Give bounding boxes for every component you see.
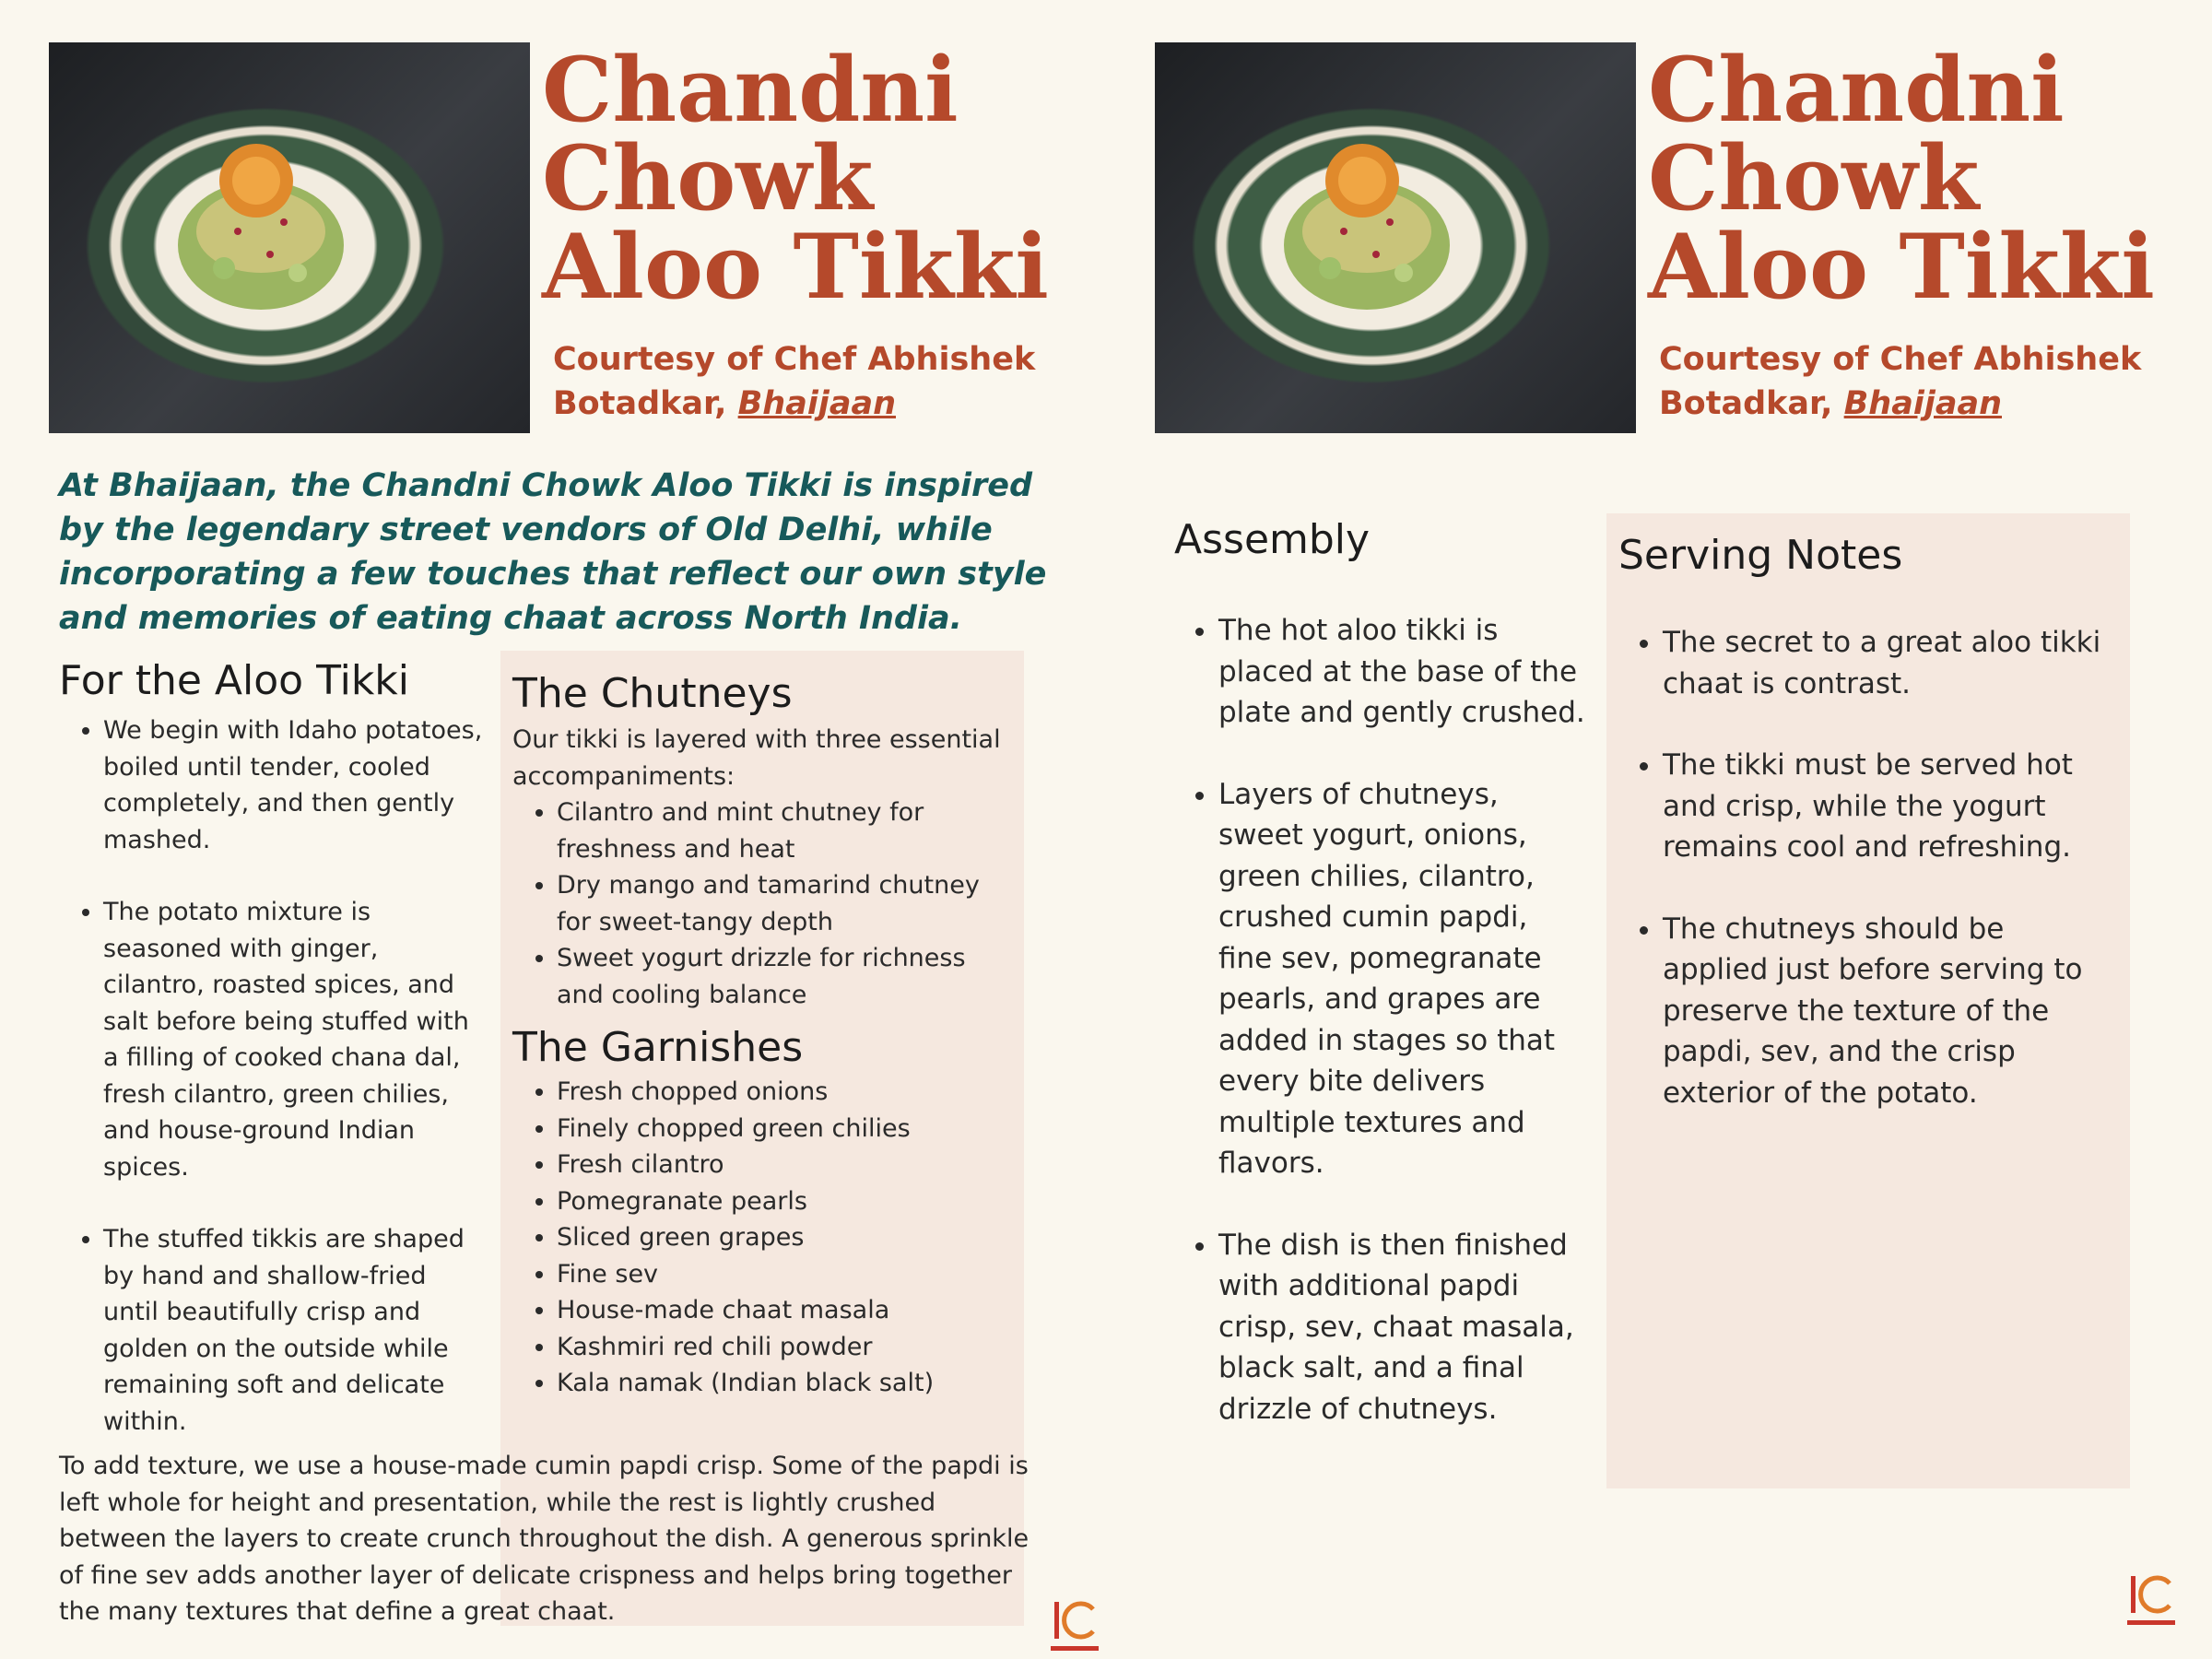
list-item: • Finely chopped green chilies (557, 1111, 1015, 1147)
list-item: • The hot aloo tikki is placed at the base of the plate and gently crushed. (1218, 610, 1589, 734)
list-item: • Cilantro and mint chutney for freshness and heat (557, 794, 1015, 867)
section-heading: Assembly (1174, 516, 1371, 563)
courtesy-credit (1659, 337, 2157, 426)
assembly-section (1174, 514, 1589, 1470)
dish-illustration (49, 42, 530, 433)
list-item: • The tikki must be served hot and crisp, while the yogurt remains cool and refreshing. (1663, 745, 2116, 868)
title-line: Chandni (1648, 38, 2065, 142)
list-item: • Sweet yogurt drizzle for richness and cooling balance (557, 940, 1015, 1013)
chutneys-list (512, 794, 1015, 1013)
section-heading: Serving Notes (1618, 532, 1903, 579)
serving-notes-section (1618, 530, 2116, 1154)
list-item: • Fresh chopped onions (557, 1074, 1015, 1111)
section-heading: For the Aloo Tikki (59, 657, 410, 704)
list-item: • Dry mango and tamarind chutney for sweet-tangy depth (557, 867, 1015, 940)
title-line: Chandni (542, 38, 959, 142)
list-item: • The chutneys should be applied just before serving to preserve the texture of the papdi, sev, and the crisp exterior of the potato. (1663, 909, 2116, 1114)
title-line: Aloo Tikki (542, 215, 1049, 319)
list-item: • The dish is then finished with additional papdi crisp, sev, chaat masala, black salt, and a final drizzle of chutneys. (1218, 1225, 1589, 1430)
restaurant-link[interactable]: Bhaijaan (737, 385, 896, 422)
courtesy-credit (553, 337, 1051, 426)
list-item: • The potato mixture is seasoned with ginger, cilantro, roasted spices, and salt before being stuffed with a filling of cooked chana dal, fresh cilantro, green chilies, and house-ground Indian spices. (103, 894, 483, 1185)
title-line: Chowk (1648, 126, 1980, 230)
courtesy-text: Courtesy of Chef Abhishek Botadkar, (553, 341, 1036, 422)
list-item: • Sliced green grapes (557, 1219, 1015, 1256)
list-item: • The stuffed tikkis are shaped by hand and shallow-fried until beautifully crisp and golden on the outside while remaining soft and delicate within. (103, 1221, 483, 1440)
aloo-tikki-section (59, 655, 483, 1476)
logo-icon (1051, 1598, 1099, 1653)
list-item: • We begin with Idaho potatoes, boiled until tender, cooled completely, and then gently mashed. (103, 712, 483, 858)
dish-photo (49, 42, 530, 433)
texture-paragraph: To add texture, we use a house-made cumin papdi crisp. Some of the papdi is left whole for height and presentation, while the rest is lightly crushed between the layers to create crunch throughout the dish. A generous sprinkle of fine sev adds another layer of delicate crispness and helps bring together the many textures that define a great chaat. (59, 1452, 1030, 1626)
section-heading: The Garnishes (512, 1024, 804, 1071)
list-item: • Pomegranate pearls (557, 1183, 1015, 1220)
list-item: • Kala namak (Indian black salt) (557, 1365, 1015, 1402)
garnishes-list (512, 1074, 1015, 1402)
title-line: Aloo Tikki (1648, 215, 2155, 319)
dish-photo (1155, 42, 1636, 433)
aloo-tikki-list (59, 712, 483, 1440)
logo-icon (2127, 1572, 2175, 1628)
serving-notes-list (1618, 622, 2116, 1113)
list-item: • Kashmiri red chili powder (557, 1329, 1015, 1366)
title-line: Chowk (542, 126, 874, 230)
courtesy-text: Courtesy of Chef Abhishek Botadkar, (1659, 341, 2142, 422)
list-item: • Fresh cilantro (557, 1147, 1015, 1183)
recipe-title (542, 38, 1049, 319)
intro-paragraph: At Bhaijaan, the Chandni Chowk Aloo Tikki is inspired by the legendary street vendors of Old Delhi, while incorporating a few touches that reflect our own style and memories of eating chaat across North India. (59, 467, 1047, 637)
list-item: • Layers of chutneys, sweet yogurt, onions, green chilies, cilantro, crushed cumin papdi, fine sev, pomegranate pearls, and grapes are added in stages so that every bite delivers multiple textures and flavors. (1218, 774, 1589, 1184)
assembly-list (1174, 610, 1589, 1430)
chutneys-section (512, 668, 1015, 1402)
chutneys-intro: Our tikki is layered with three essential accompaniments: (512, 725, 1001, 791)
list-item: • Fine sev (557, 1256, 1015, 1293)
recipe-title (1648, 38, 2155, 319)
dish-illustration (1155, 42, 1636, 433)
section-heading: The Chutneys (512, 670, 793, 717)
list-item: • The secret to a great aloo tikki chaat is contrast. (1663, 622, 2116, 704)
restaurant-link[interactable]: Bhaijaan (1843, 385, 2002, 422)
list-item: • House-made chaat masala (557, 1292, 1015, 1329)
